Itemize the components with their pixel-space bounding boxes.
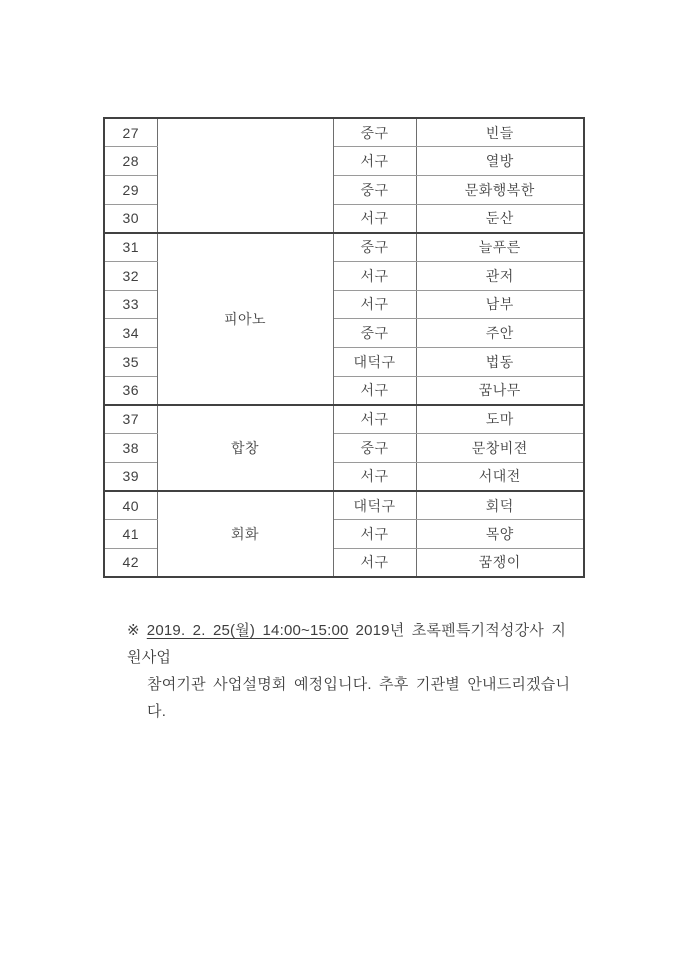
table-row — [104, 491, 584, 520]
table-row — [104, 118, 584, 147]
row-number-cell: 32 — [104, 261, 157, 290]
center-name-cell: 문창비젼 — [416, 434, 584, 463]
district-cell: 중구 — [333, 434, 416, 463]
center-name-cell: 둔산 — [416, 204, 584, 233]
center-name-cell: 열방 — [416, 147, 584, 176]
district-cell: 중구 — [333, 175, 416, 204]
center-name-cell: 빈들 — [416, 118, 584, 147]
row-number-cell: 33 — [104, 290, 157, 319]
center-name-cell: 남부 — [416, 290, 584, 319]
row-number-cell: 39 — [104, 462, 157, 491]
row-number-cell: 30 — [104, 204, 157, 233]
district-cell: 서구 — [333, 520, 416, 549]
reference-mark: ※ — [127, 622, 140, 639]
district-cell: 서구 — [333, 548, 416, 577]
row-number-cell: 28 — [104, 147, 157, 176]
district-cell: 서구 — [333, 204, 416, 233]
centers-table — [103, 117, 585, 578]
district-cell: 중구 — [333, 118, 416, 147]
row-number-cell: 36 — [104, 376, 157, 405]
row-number-cell: 29 — [104, 175, 157, 204]
row-number-cell: 42 — [104, 548, 157, 577]
row-number-cell: 41 — [104, 520, 157, 549]
center-name-cell: 도마 — [416, 405, 584, 434]
table-row — [104, 405, 584, 434]
footnote-line-1 — [127, 617, 571, 671]
subject-cell: 합창 — [157, 405, 333, 491]
subject-cell: 회화 — [157, 491, 333, 577]
district-cell: 서구 — [333, 147, 416, 176]
district-cell: 서구 — [333, 405, 416, 434]
district-cell: 대덕구 — [333, 348, 416, 377]
center-name-cell: 회덕 — [416, 491, 584, 520]
row-number-cell: 35 — [104, 348, 157, 377]
footnote-line-2: 참여기관 사업설명회 예정입니다. 추후 기관별 안내드리겠습니다. — [147, 676, 571, 720]
center-name-cell: 꿈쟁이 — [416, 548, 584, 577]
table-row — [104, 233, 584, 262]
center-name-cell: 법동 — [416, 348, 584, 377]
center-name-cell: 꿈나무 — [416, 376, 584, 405]
center-name-cell: 서대전 — [416, 462, 584, 491]
footnote — [127, 617, 571, 725]
footnote-date-underlined: 2019. 2. 25(월) 14:00~15:00 — [146, 622, 349, 639]
center-name-cell: 주안 — [416, 319, 584, 348]
footnote-line1-text: 2019년 초록펜특기적성강사 지원사업 — [127, 622, 567, 666]
centers-table-body — [104, 118, 584, 577]
center-name-cell: 늘푸른 — [416, 233, 584, 262]
row-number-cell: 31 — [104, 233, 157, 262]
row-number-cell: 38 — [104, 434, 157, 463]
row-number-cell: 40 — [104, 491, 157, 520]
subject-cell — [157, 118, 333, 233]
row-number-cell: 34 — [104, 319, 157, 348]
district-cell: 서구 — [333, 261, 416, 290]
district-cell: 대덕구 — [333, 491, 416, 520]
center-name-cell: 목양 — [416, 520, 584, 549]
subject-cell: 피아노 — [157, 233, 333, 405]
center-name-cell: 관저 — [416, 261, 584, 290]
district-cell: 중구 — [333, 319, 416, 348]
row-number-cell: 37 — [104, 405, 157, 434]
row-number-cell: 27 — [104, 118, 157, 147]
district-cell: 서구 — [333, 376, 416, 405]
district-cell: 중구 — [333, 233, 416, 262]
district-cell: 서구 — [333, 462, 416, 491]
center-name-cell: 문화행복한 — [416, 175, 584, 204]
district-cell: 서구 — [333, 290, 416, 319]
